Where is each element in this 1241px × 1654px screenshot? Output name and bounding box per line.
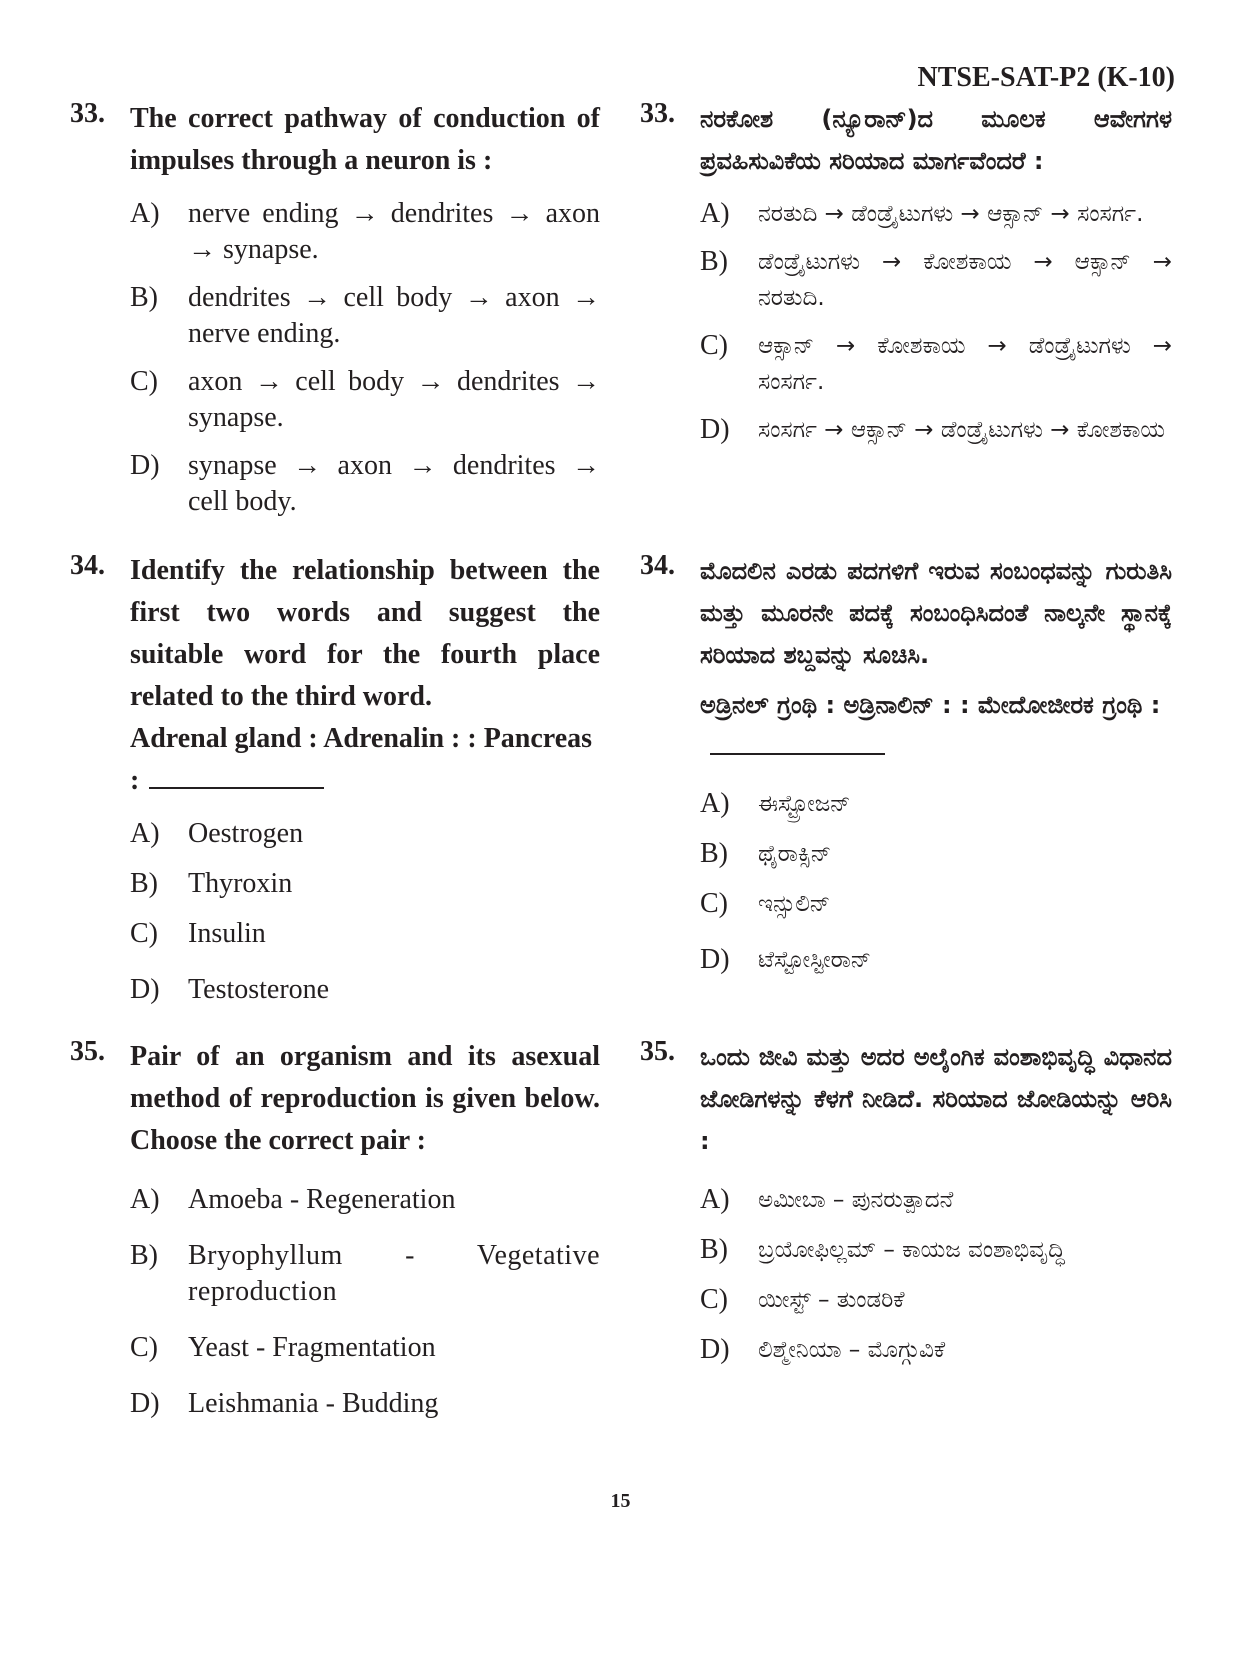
question-number: 33. — [70, 98, 105, 129]
option-d: D) synapse → axon → dendrites → cell body. — [130, 450, 600, 517]
answer-blank — [149, 765, 324, 789]
english-column — [70, 98, 600, 1419]
question-33 — [70, 98, 600, 520]
question-text: The correct pathway of conduction of impulses through a neuron is : — [130, 103, 600, 176]
question-number: 33. — [640, 98, 675, 129]
question-34 — [70, 550, 600, 1008]
option-a: A) ನರತುದಿ → ಡೆಂಡ್ರೈಟುಗಳು → ಆಕ್ಸಾನ್ → ಸಂಸರ್ಗ. — [700, 198, 1144, 229]
analogy-text: ಅಡ್ರಿನಲ್ ಗ್ರಂಥಿ : ಅಡ್ರಿನಾಲಿನ್ : : ಮೇದೋಜೀರಕ ಗ್ರಂಥಿ : — [700, 684, 1172, 768]
option-d: D) ಲಿಶ್ಮೇನಿಯಾ – ಮೊಗ್ಗುವಿಕೆ — [700, 1334, 946, 1365]
question-33-kn — [640, 98, 1172, 448]
question-text: ಒಂದು ಜೀವಿ ಮತ್ತು ಅದರ ಅಲೈಂಗಿಕ ವಂಶಾಭಿವೃದ್ಧಿ ವಿಧಾನದ ಜೋಡಿಗಳನ್ನು ಕೆಳಗೆ ನೀಡಿದೆ. ಸರಿಯಾದ ಜೋಡಿಯನ್ನು ಆರಿಸಿ : — [700, 1043, 1172, 1155]
question-35-kn — [640, 1036, 1172, 1368]
option-b: B) Thyroxin — [130, 868, 293, 899]
option-a: A) ಈಸ್ಟ್ರೋಜನ್ — [700, 788, 851, 819]
option-c: C) ಯೀಸ್ಟ್ – ತುಂಡರಿಕೆ — [700, 1284, 905, 1315]
kannada-column — [640, 98, 1172, 1365]
question-number: 34. — [640, 550, 675, 581]
option-c: C) Yeast - Fragmentation — [130, 1332, 436, 1363]
question-text: ನರಕೋಶ (ನ್ಯೂರಾನ್)ದ ಮೂಲಕ ಆವೇಗಗಳ ಪ್ರವಹಿಸುವಿಕೆಯ ಸರಿಯಾದ ಮಾರ್ಗವೆಂದರೆ : — [700, 105, 1172, 175]
option-b: B) Bryophyllum - Vegetative reproduction — [130, 1240, 600, 1307]
option-a: A) Amoeba - Regeneration — [130, 1184, 456, 1215]
option-c: C) ಇನ್ಸುಲಿನ್ — [700, 888, 831, 919]
option-c: C) axon → cell body → dendrites → synapse. — [130, 366, 600, 433]
question-number: 34. — [70, 550, 105, 581]
page-header: NTSE-SAT-P2 (K-10) — [917, 62, 1175, 93]
option-b: B) ಡೆಂಡ್ರೈಟುಗಳು → ಕೋಶಕಾಯ → ಆಕ್ಸಾನ್ → ನರತುದಿ. — [700, 246, 1172, 311]
option-a: A) nerve ending → dendrites → axon → synapse. — [130, 198, 600, 265]
option-a: A) ಅಮೀಬಾ – ಪುನರುತ್ಪಾದನೆ — [700, 1184, 954, 1215]
question-text: Identify the relationship between the first two words and suggest the suitable word for the fourth place related to the third word. — [130, 555, 600, 712]
answer-blank — [710, 731, 885, 755]
question-number: 35. — [640, 1036, 675, 1067]
option-d: D) Testosterone — [130, 974, 330, 1005]
option-d: D) Leishmania - Budding — [130, 1388, 439, 1419]
option-d: D) ಸಂಸರ್ಗ → ಆಕ್ಸಾನ್ → ಡೆಂಡ್ರೈಟುಗಳು → ಕೋಶಕಾಯ — [700, 414, 1166, 445]
question-35 — [70, 1036, 600, 1422]
option-b: B) dendrites → cell body → axon → nerve ending. — [130, 282, 600, 349]
option-b: B) ಬ್ರಯೋಫಿಲ್ಲಮ್ – ಕಾಯಜ ವಂಶಾಭಿವೃದ್ಧಿ — [700, 1234, 1065, 1265]
option-c: C) ಆಕ್ಸಾನ್ → ಕೋಶಕಾಯ → ಡೆಂಡ್ರೈಟುಗಳು → ಸಂಸರ್ಗ. — [700, 330, 1172, 395]
question-34-kn — [640, 550, 1172, 978]
question-number: 35. — [70, 1036, 105, 1067]
page-number: 15 — [610, 1490, 631, 1512]
option-b: B) ಥೈರಾಕ್ಸಿನ್ — [700, 838, 832, 869]
analogy-text: Adrenal gland : Adrenalin : : Pancreas : — [130, 723, 593, 796]
question-text: Pair of an organism and its asexual method of reproduction is given below. Choose the correct pair : — [130, 1041, 600, 1156]
option-d: D) ಟೆಸ್ಟೋಸ್ಟೀರಾನ್ — [700, 944, 872, 975]
option-c: C) Insulin — [130, 918, 266, 949]
option-a: A) Oestrogen — [130, 818, 304, 849]
question-text: ಮೊದಲಿನ ಎರಡು ಪದಗಳಿಗೆ ಇರುವ ಸಂಬಂಧವನ್ನು ಗುರುತಿಸಿ ಮತ್ತು ಮೂರನೇ ಪದಕ್ಕೆ ಸಂಬಂಧಿಸಿದಂತೆ ನಾಲ್ಕನೇ ಸ್ಥಾನಕ್ಕೆ ಸರಿಯಾದ ಶಬ್ದವನ್ನು ಸೂಚಿಸಿ. — [700, 557, 1172, 669]
